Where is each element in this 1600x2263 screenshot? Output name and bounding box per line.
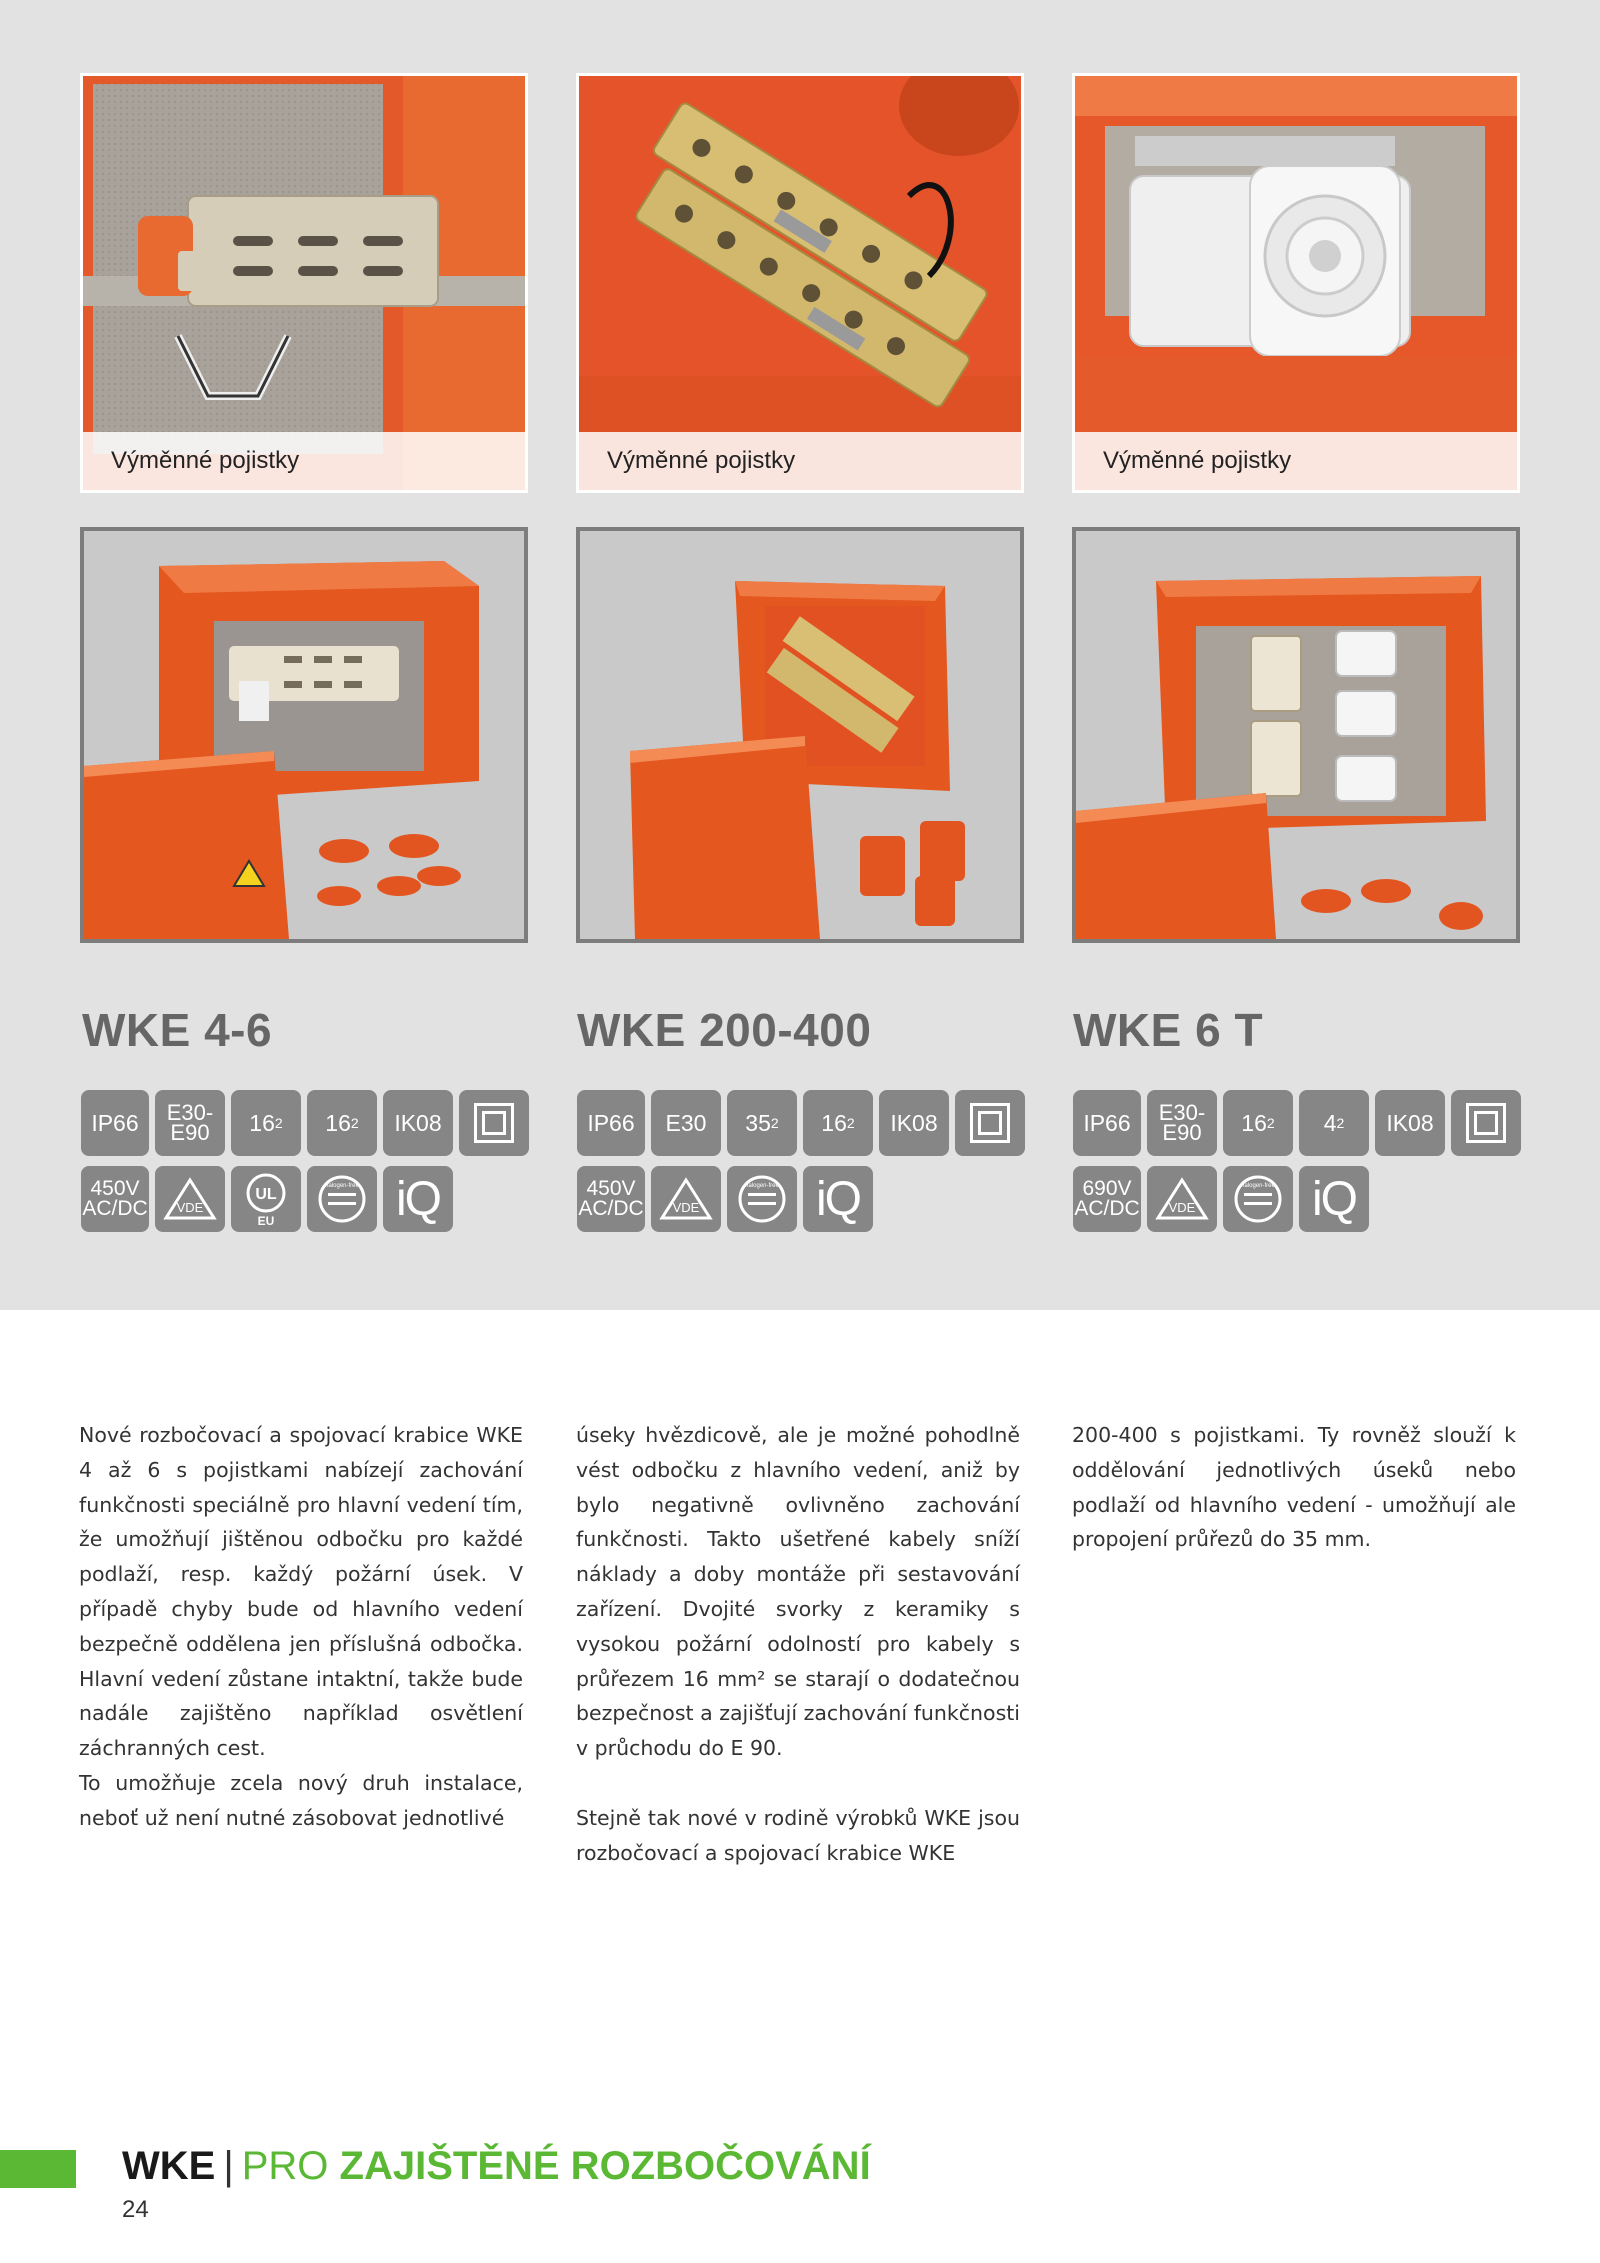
vde-icon: [651, 1166, 721, 1232]
double-insulation-icon: [1451, 1090, 1521, 1156]
badge-ik08: IK08: [383, 1090, 453, 1156]
photo-fuse-wke-4-6: [80, 73, 528, 493]
double-insulation-icon: [955, 1090, 1025, 1156]
footer-title: WKE | PRO ZAJIŠTĚNÉ ROZBOČOVÁNÍ: [122, 2144, 871, 2188]
product-image-wke-4-6: [80, 527, 528, 943]
product-title-wke-6-t: WKE 6 T: [1073, 1004, 1264, 1056]
paragraph: 200-400 s pojistkami. Ty rovněž slouží k oddělování jednotlivých úseků nebo podlaží od hlavního vedení - umožňují ale propojení průřezů do 35 mm.: [1072, 1423, 1516, 1552]
badge-e30-e90: E30- E90: [1147, 1090, 1217, 1156]
iq-icon: iQ: [1299, 1166, 1369, 1232]
badge-wire-35mm2: 35 2: [727, 1090, 797, 1156]
photo-fuse-wke-6-t: [1072, 73, 1520, 493]
footer-accent-bar: [0, 2150, 76, 2188]
photo-caption: Výměnné pojistky: [579, 432, 1021, 490]
vde-icon: [1147, 1166, 1217, 1232]
badge-ik08: IK08: [879, 1090, 949, 1156]
product-title-wke-200-400: WKE 200-400: [577, 1004, 872, 1056]
double-insulation-icon: [459, 1090, 529, 1156]
product-image-wke-6-t: [1072, 527, 1520, 943]
product-title-wke-4-6: WKE 4-6: [82, 1004, 273, 1056]
paragraph: úseky hvězdicově, ale je možné pohodlně vést odbočku z hlavního vedení, aniž by bylo negativně ovlivněno zachování funkčnosti. Takto ušetřené kabely sníží náklady a doby montáže při sestavování zařízení. Dvojité svorky z keramiky s vysokou požární odolností pro kabely s průřezem 16 mm² se starají o dodatečnou bezpečnost a zajišťují zachování funkčnosti v průchodu do E 90.: [576, 1423, 1020, 1761]
badge-voltage: 450V AC/DC: [81, 1166, 149, 1232]
svg-text:halogen-free: halogen-free: [745, 1183, 779, 1189]
iq-icon: iQ: [803, 1166, 873, 1232]
badge-ip66: IP66: [577, 1090, 645, 1156]
text-column-1: [79, 1418, 523, 1836]
badge-wire-16mm2: 16 2: [307, 1090, 377, 1156]
iq-icon: iQ: [383, 1166, 453, 1232]
badge-voltage: 450V AC/DC: [577, 1166, 645, 1232]
page-number: 24: [122, 2196, 149, 2223]
ul-icon: [231, 1166, 301, 1232]
badge-voltage: 690V AC/DC: [1073, 1166, 1141, 1232]
svg-text:UL: UL: [255, 1186, 277, 1203]
photo-fuse-wke-200-400: [576, 73, 1024, 493]
badge-wire-16mm2: 16 2: [1223, 1090, 1293, 1156]
svg-text:EU: EU: [257, 1214, 275, 1227]
badge-wire-16mm2: 16 2: [231, 1090, 301, 1156]
photo-caption: Výměnné pojistky: [83, 432, 525, 490]
paragraph: To umožňuje zcela nový druh instalace, neboť už není nutné zásobovat jednotlivé: [79, 1770, 523, 1830]
paragraph: Nové rozbočovací a spojovací krabice WKE 4 až 6 s pojistkami nabízejí zachování funkčnosti speciálně pro hlavní vedení tím, že umožňují jištěnou odbočku pro každé podlaží, resp. každý požární úsek. V případě chyby bude od hlavního vedení bezpečně oddělena jen příslušná odbočka. Hlavní vedení zůstane intaktní, takže bude nadále zajištěno například osvětlení záchranných cest.: [79, 1423, 523, 1761]
badge-ip66: IP66: [81, 1090, 149, 1156]
svg-text:VDE: VDE: [176, 1200, 204, 1215]
text-column-3: [1072, 1418, 1516, 1557]
text-column-2: [576, 1418, 1020, 1870]
badge-wire-16mm2: 16 2: [803, 1090, 873, 1156]
svg-text:halogen-free: halogen-free: [325, 1183, 359, 1189]
svg-text:halogen-free: halogen-free: [1241, 1183, 1275, 1189]
badge-ik08: IK08: [1375, 1090, 1445, 1156]
product-image-wke-200-400: [576, 527, 1024, 943]
paragraph: Stejně tak nové v rodině výrobků WKE jsou rozbočovací a spojovací krabice WKE: [576, 1805, 1020, 1865]
halogen-free-icon: [727, 1166, 797, 1232]
badge-e30-e90: E30- E90: [155, 1090, 225, 1156]
halogen-free-icon: [1223, 1166, 1293, 1232]
badge-e30: E30: [651, 1090, 721, 1156]
vde-icon: [155, 1166, 225, 1232]
badge-ip66: IP66: [1073, 1090, 1141, 1156]
svg-text:VDE: VDE: [1168, 1200, 1196, 1215]
photo-caption: Výměnné pojistky: [1075, 432, 1517, 490]
halogen-free-icon: [307, 1166, 377, 1232]
badge-wire-4mm2: 4 2: [1299, 1090, 1369, 1156]
svg-text:VDE: VDE: [672, 1200, 700, 1215]
